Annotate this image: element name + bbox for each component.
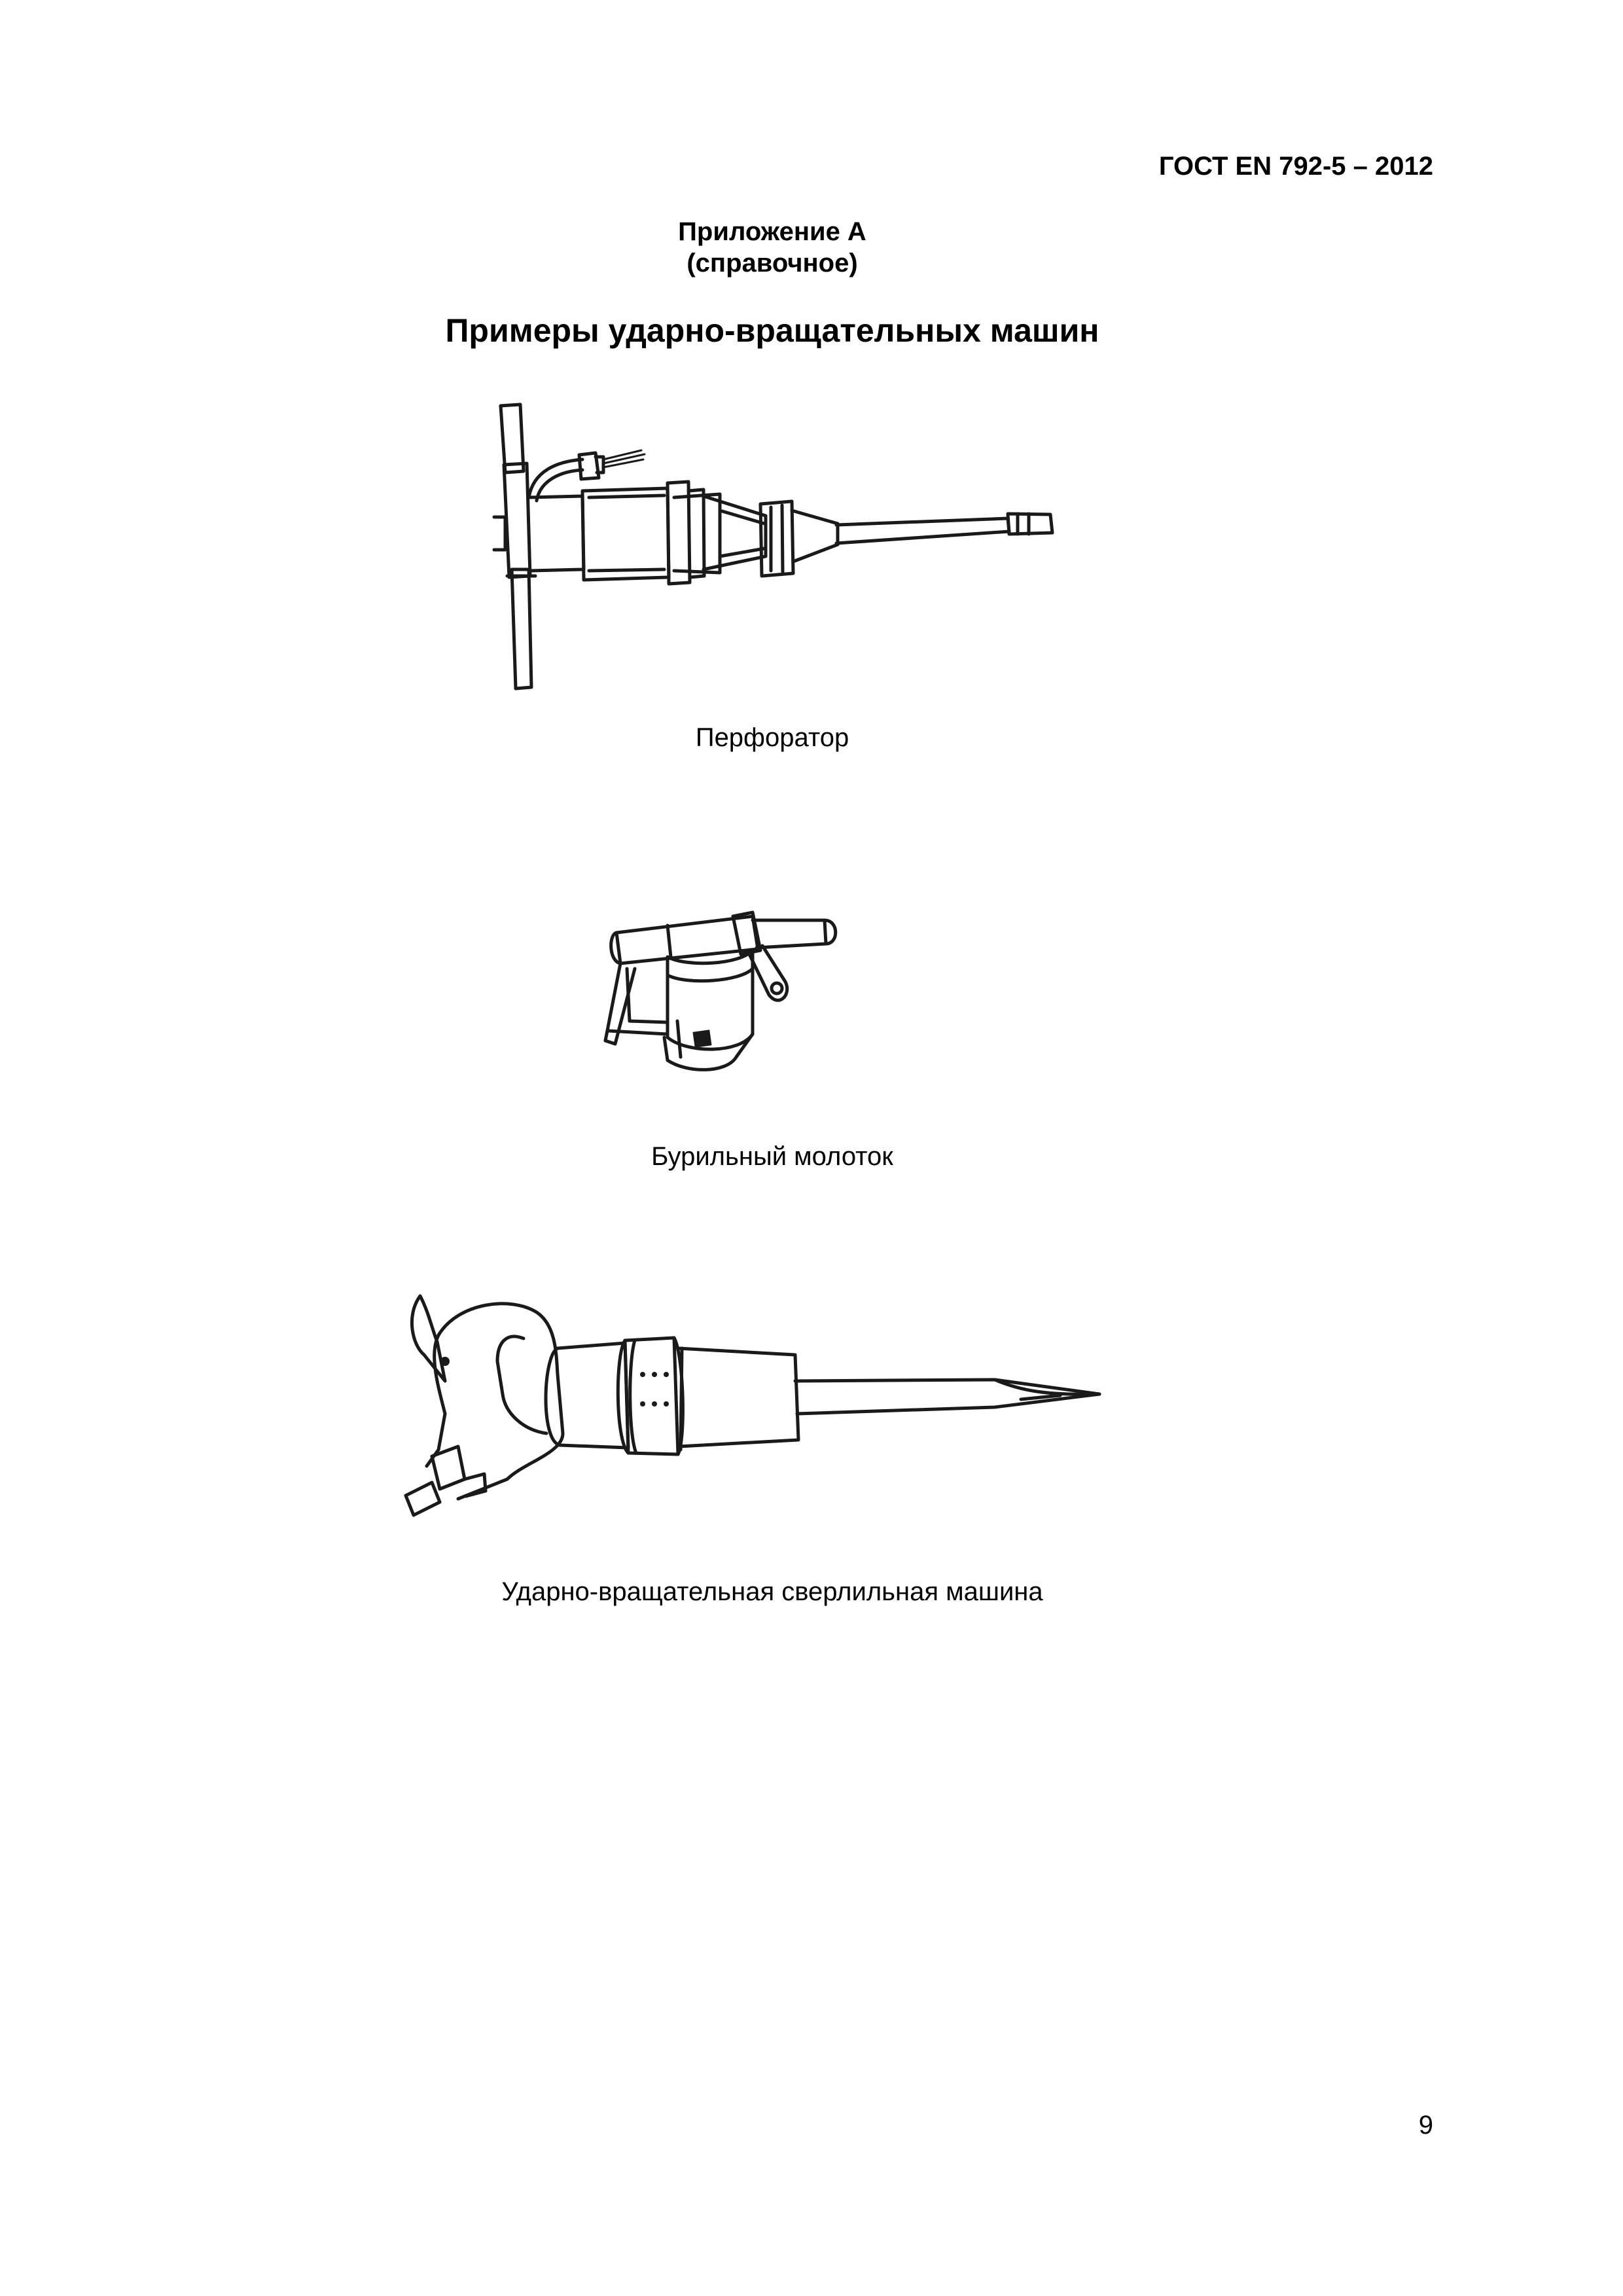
annex-label: Приложение А <box>678 217 866 246</box>
hammer-drill-illustration <box>589 897 903 1093</box>
page-number: 9 <box>1418 2111 1433 2140</box>
percussive-rotary-drill-illustration <box>366 1283 1113 1532</box>
document-header: ГОСТ EN 792-5 – 2012 <box>1158 152 1433 181</box>
rock-drill-illustration <box>458 386 1086 700</box>
hammer-drill-caption: Бурильный молоток <box>651 1142 893 1171</box>
percussive-rotary-drill-caption: Ударно-вращательная сверлильная машина <box>501 1577 1043 1606</box>
rock-drill-caption: Перфоратор <box>695 723 849 752</box>
section-title: Примеры ударно-вращательных машин <box>445 312 1099 349</box>
annex-type: (справочное) <box>687 249 858 278</box>
